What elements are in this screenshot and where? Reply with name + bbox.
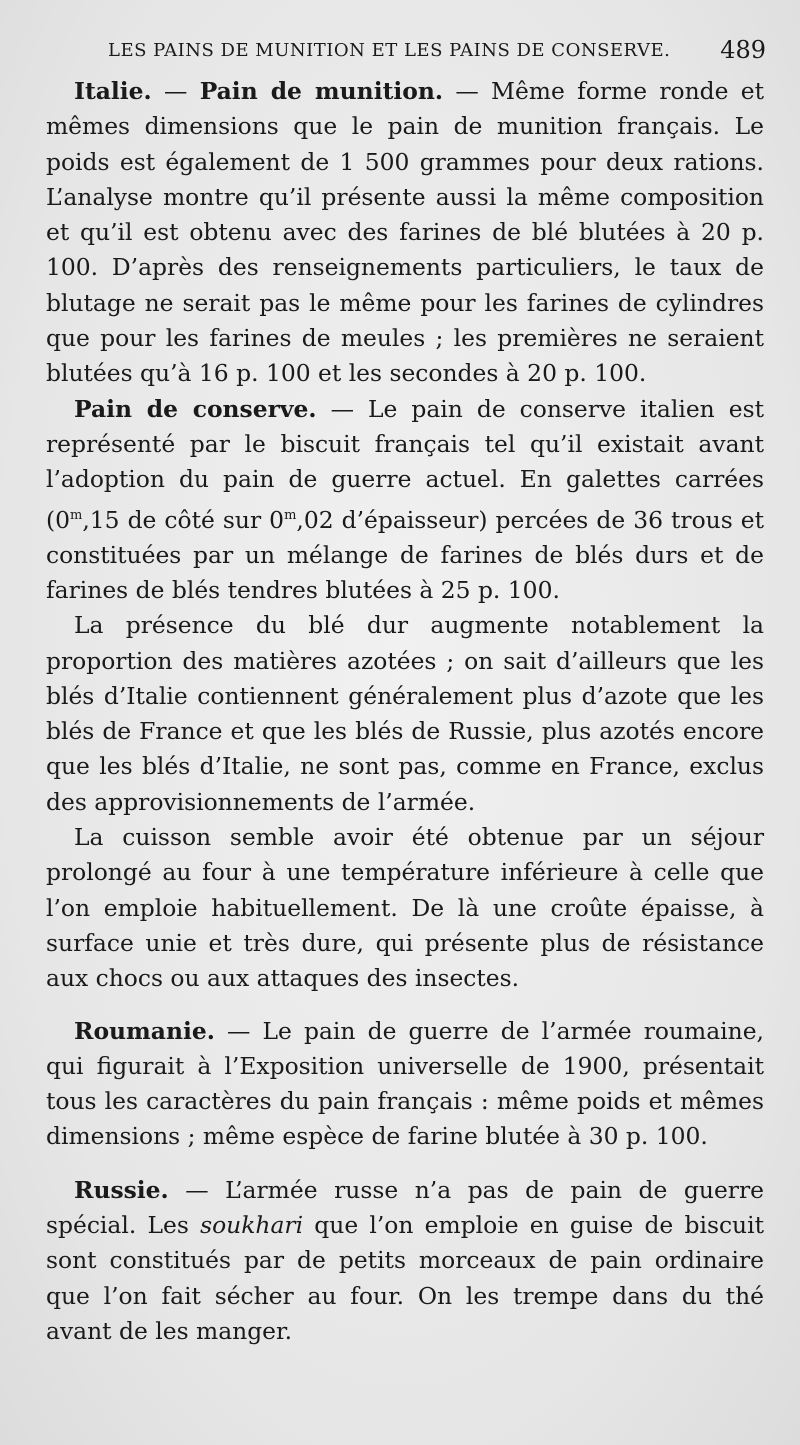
- section-spacer: [46, 997, 764, 1014]
- heading-separator: —: [151, 77, 200, 105]
- country-heading-roumanie: Roumanie.: [74, 1016, 215, 1045]
- paragraph-roumanie: [46, 1014, 764, 1155]
- paragraph-ble-dur: La présence du blé dur augmente notablement la proportion des matières azotées ; on sait d’ailleurs que les blés d’Italie contiennent généralement plus d’azote que les blés de France et que les blés de Russie, plus azotés encore que les blés d’Italie, ne sont pas, comme en France, exclus des approvisionnements de l’armée.: [46, 611, 764, 816]
- paragraph-text: — Le pain de conserve italien est représenté par le biscuit français tel qu’il existait avant l’adoption du pain de guerre actuel. En galettes carrées (0: [46, 394, 764, 534]
- italic-term-soukhari: soukhari: [200, 1211, 304, 1239]
- country-heading-russie: Russie.: [74, 1175, 169, 1204]
- page-body: [46, 74, 764, 1349]
- paragraph-text: ,15 de côté sur 0: [82, 505, 285, 534]
- unit-superscript: m: [70, 507, 83, 523]
- page-number: 489: [720, 36, 766, 64]
- running-title: LES PAINS DE MUNITION ET LES PAINS DE CONSERVE.: [108, 40, 671, 61]
- paragraph-text: — Même forme ronde et mêmes dimensions que le pain de munition français. Le poids est également de 1 500 grammes pour deux rations. L’analyse montre qu’il présente aussi la même composition et qu’il est obtenu avec des farines de blé blutées à 20 p. 100. D’après des renseignements particuliers, le taux de blutage ne serait pas le même pour les farines de cylindres que pour les farines de meules ; les premières ne seraient blutées qu’à 16 p. 100 et les secondes à 20 p. 100.: [46, 77, 765, 388]
- paragraph-russie: [46, 1173, 764, 1349]
- section-heading-pain-de-conserve: Pain de conserve.: [74, 394, 317, 423]
- paragraph-text: ,02 d’épaisseur) percées de 36 trous et constituées par un mélange de farines de blés durs et de farines de blés tendres blutées à 25 p. 100.: [46, 505, 765, 604]
- page-header: [108, 36, 768, 70]
- section-spacer: [46, 1155, 764, 1173]
- country-heading-italie: Italie.: [74, 77, 152, 105]
- paragraph-cuisson: La cuisson semble avoir été obtenue par un séjour prolongé au four à une température inférieure à celle que l’on emploie habituellement. De là une croûte épaisse, à surface unie et très dure, qui présente plus de résistance aux chocs ou aux attaques des insectes.: [46, 823, 764, 993]
- paragraph-text: — Le pain de guerre de l’armée roumaine, qui figurait à l’Exposition universelle de 1900, présentait tous les caractères du pain français : même poids et mêmes dimensions ; même espèce de farine blutée à 30 p. 100.: [46, 1016, 764, 1151]
- paragraph-pain-de-conserve: [46, 392, 764, 609]
- unit-superscript: m: [284, 507, 297, 523]
- paragraph-italie-munition: [46, 74, 764, 392]
- paragraph-text: — L’armée russe n’a pas de pain de guerre spécial. Les: [46, 1175, 764, 1239]
- paragraph-text: que l’on emploie en guise de biscuit sont constitués par de petits morceaux de pain ordinaire que l’on fait sécher au four. On les trempe dans du thé avant de les manger.: [46, 1211, 764, 1345]
- section-heading-pain-de-munition: Pain de munition.: [199, 77, 444, 105]
